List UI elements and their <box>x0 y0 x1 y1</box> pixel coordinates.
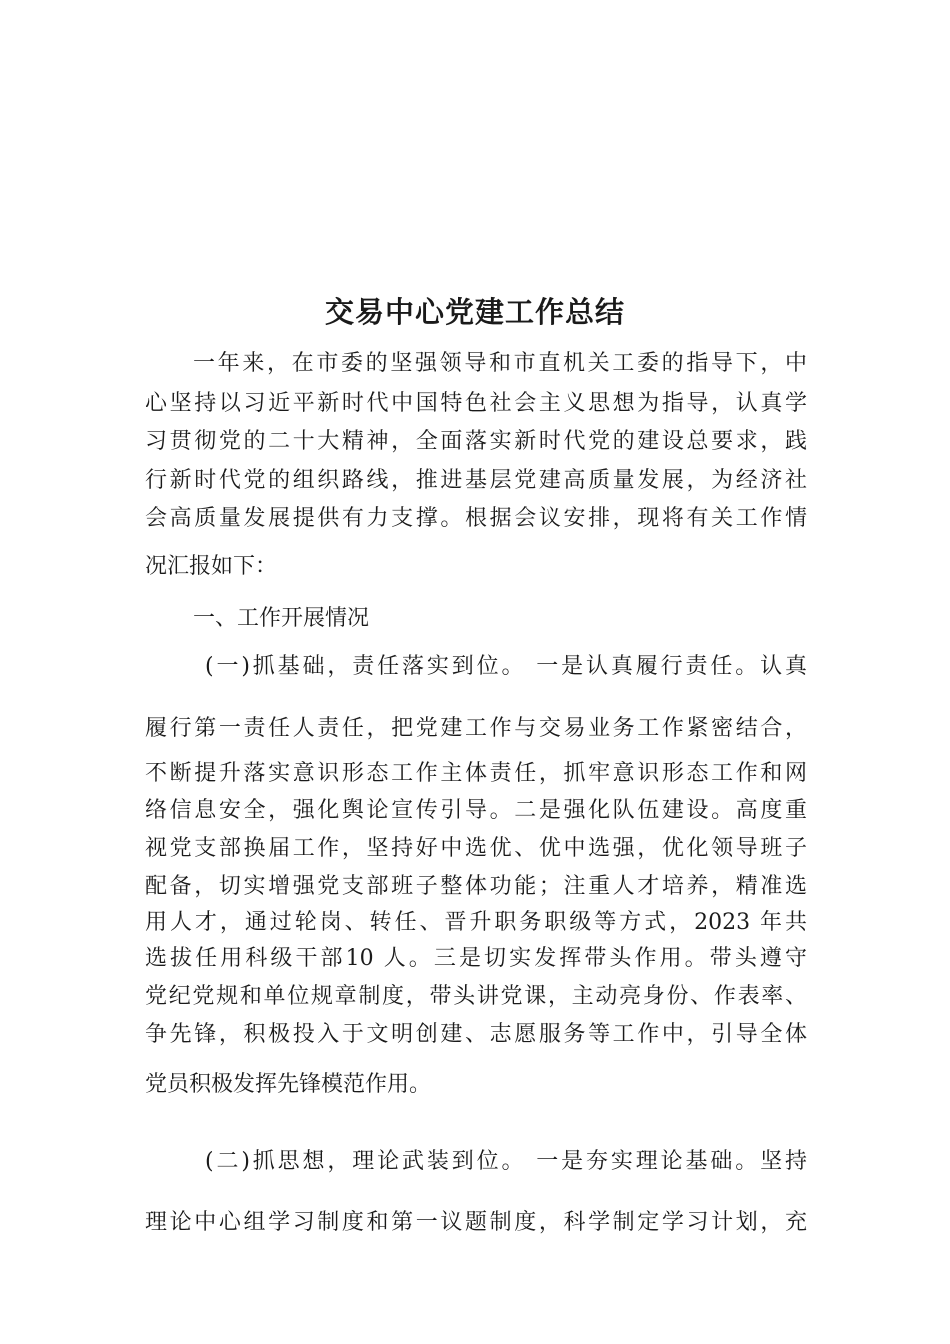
paragraph-line: 视党支部换届工作，坚持好中选优、优中选强，优化领导班子 <box>145 836 807 861</box>
paragraph-line: 履行第一责任人责任，把党建工作与交易业务工作紧密结合， <box>145 716 807 741</box>
paragraph-line: 理论中心组学习制度和第一议题制度，科学制定学习计划，充 <box>145 1210 807 1235</box>
paragraph-line: 心坚持以习近平新时代中国特色社会主义思想为指导，认真学 <box>145 391 807 416</box>
paragraph-line: 用人才，通过轮岗、转任、晋升职务职级等方式，2023 年共 <box>145 910 807 935</box>
paragraph-line: 党纪党规和单位规章制度，带头讲党课，主动亮身份、作表率、 <box>145 984 807 1009</box>
paragraph-line: 配备，切实增强党支部班子整体功能；注重人才培养，精准选 <box>145 874 807 899</box>
paragraph-line: 不断提升落实意识形态工作主体责任，抓牢意识形态工作和网 <box>145 761 807 786</box>
subsection-heading-line: (一)抓基础，责任落实到位。 一是认真履行责任。认真 <box>205 654 807 679</box>
section-heading: 一、工作开展情况 <box>193 606 370 631</box>
paragraph-line: 党员积极发挥先锋模范作用。 <box>145 1072 432 1097</box>
document-title: 交易中心党建工作总结 <box>324 295 625 329</box>
paragraph-line: 行新时代党的组织路线，推进基层党建高质量发展，为经济社 <box>145 468 807 493</box>
paragraph-line: 选拔任用科级干部10 人。三是切实发挥带头作用。带头遵守 <box>145 946 807 971</box>
paragraph-line: 会高质量发展提供有力支撑。根据会议安排，现将有关工作情 <box>145 506 807 531</box>
paragraph-line: 争先锋，积极投入于文明创建、志愿服务等工作中，引导全体 <box>145 1022 807 1047</box>
subsection-heading-line: (二)抓思想，理论武装到位。 一是夯实理论基础。坚持 <box>205 1149 807 1174</box>
paragraph-line: 况汇报如下： <box>145 554 278 579</box>
paragraph-line: 习贯彻党的二十大精神，全面落实新时代党的建设总要求，践 <box>145 429 807 454</box>
paragraph-line: 一年来，在市委的坚强领导和市直机关工委的指导下，中 <box>193 351 807 376</box>
paragraph-line: 络信息安全，强化舆论宣传引导。二是强化队伍建设。高度重 <box>145 798 807 823</box>
